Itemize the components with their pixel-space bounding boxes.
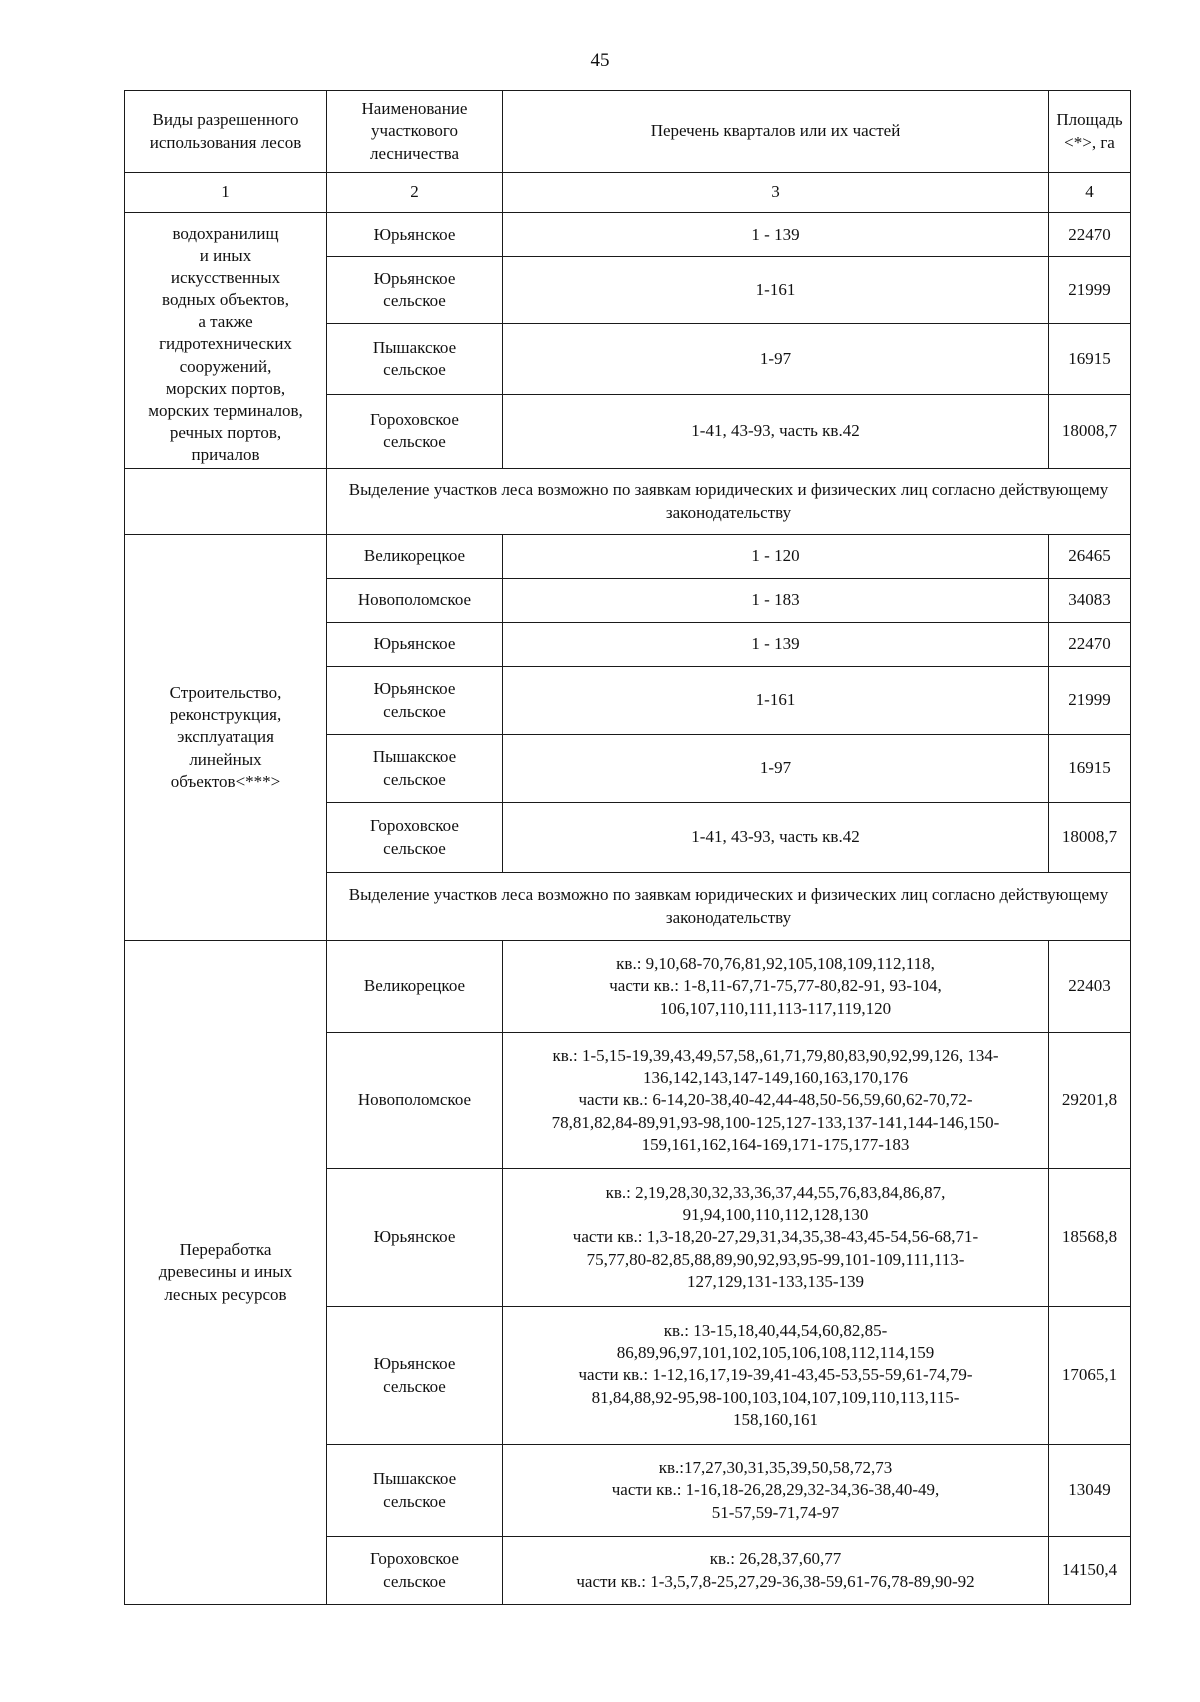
table-row: [125, 213, 1131, 257]
blocks-cell: 1 - 183: [503, 579, 1049, 623]
header-use-type: Виды разрешенного использования лесов: [125, 91, 327, 173]
column-number: 1: [125, 173, 327, 213]
area-cell: 29201,8: [1049, 1033, 1131, 1169]
area-cell: 21999: [1049, 667, 1131, 735]
forestry-cell: Пышакское сельское: [327, 735, 503, 803]
forestry-cell: Пышакское сельское: [327, 1445, 503, 1537]
forestry-cell: Новополомское: [327, 579, 503, 623]
area-cell: 17065,1: [1049, 1307, 1131, 1445]
blocks-cell: 1 - 139: [503, 213, 1049, 257]
area-cell: 26465: [1049, 535, 1131, 579]
header-blocks: Перечень кварталов или их частей: [503, 91, 1049, 173]
area-cell: 18008,7: [1049, 394, 1131, 468]
header-row: [125, 91, 1131, 173]
forestry-cell: Великорецкое: [327, 535, 503, 579]
forestry-cell: Гороховское сельское: [327, 1537, 503, 1605]
blocks-cell: 1-41, 43-93, часть кв.42: [503, 394, 1049, 468]
note-text: Выделение участков леса возможно по заявкам юридических и физических лиц согласно действующему законодательству: [327, 469, 1131, 535]
column-number: 3: [503, 173, 1049, 213]
forestry-cell: Великорецкое: [327, 941, 503, 1033]
forestry-cell: Гороховское сельское: [327, 803, 503, 873]
blocks-cell: кв.: 9,10,68-70,76,81,92,105,108,109,112,118, части кв.: 1-8,11-67,71-75,77-80,82-91, 93-104, 106,107,110,111,113-117,119,120: [503, 941, 1049, 1033]
blocks-cell: 1-97: [503, 324, 1049, 395]
column-number: 4: [1049, 173, 1131, 213]
forestry-cell: Пышакское сельское: [327, 324, 503, 395]
area-cell: 22470: [1049, 623, 1131, 667]
blocks-cell: 1-161: [503, 667, 1049, 735]
use-type-cell-continued: [125, 469, 327, 535]
use-type-cell: Переработка древесины и иных лесных ресурсов: [125, 941, 327, 1605]
forestry-cell: Гороховское сельское: [327, 394, 503, 468]
note-text: Выделение участков леса возможно по заявкам юридических и физических лиц согласно действующему законодательству: [327, 873, 1131, 941]
table-row: [125, 535, 1131, 579]
blocks-cell: 1-41, 43-93, часть кв.42: [503, 803, 1049, 873]
forestry-cell: Новополомское: [327, 1033, 503, 1169]
blocks-cell: кв.: 2,19,28,30,32,33,36,37,44,55,76,83,84,86,87, 91,94,100,110,112,128,130 части кв.: 1,3-18,20-27,29,31,34,35,38-43,45-54,56-68,71- 75,77,80-82,85,88,89,90,92,93,95-99,101-109,111,113- 127,129,131-133,135-139: [503, 1169, 1049, 1307]
column-number: 2: [327, 173, 503, 213]
forestry-cell: Юрьянское: [327, 1169, 503, 1307]
area-cell: 22470: [1049, 213, 1131, 257]
note-row: [125, 469, 1131, 535]
forestry-cell: Юрьянское сельское: [327, 667, 503, 735]
use-type-cell: водохранилищ и иных искусственных водных объектов, а также гидротехнических сооружений, морских портов, морских терминалов, речных портов, причалов: [125, 213, 327, 469]
area-cell: 21999: [1049, 257, 1131, 324]
area-cell: 14150,4: [1049, 1537, 1131, 1605]
area-cell: 18008,7: [1049, 803, 1131, 873]
area-cell: 16915: [1049, 324, 1131, 395]
forestry-cell: Юрьянское сельское: [327, 257, 503, 324]
blocks-cell: 1-97: [503, 735, 1049, 803]
blocks-cell: кв.:17,27,30,31,35,39,50,58,72,73 части кв.: 1-16,18-26,28,29,32-34,36-38,40-49, 51-57,59-71,74-97: [503, 1445, 1049, 1537]
use-type-cell: Строительство, реконструкция, эксплуатация линейных объектов<***>: [125, 535, 327, 941]
blocks-cell: 1 - 139: [503, 623, 1049, 667]
forestry-cell: Юрьянское сельское: [327, 1307, 503, 1445]
table-row: [125, 941, 1131, 1033]
page-number: 45: [590, 50, 610, 71]
blocks-cell: 1 - 120: [503, 535, 1049, 579]
blocks-cell: кв.: 26,28,37,60,77 части кв.: 1-3,5,7,8-25,27,29-36,38-59,61-76,78-89,90-92: [503, 1537, 1049, 1605]
column-number-row: [125, 173, 1131, 213]
header-area: Площадь <*>, га: [1049, 91, 1131, 173]
blocks-cell: кв.: 1-5,15-19,39,43,49,57,58,,61,71,79,80,83,90,92,99,126, 134- 136,142,143,147-149,160,163,170,176 части кв.: 6-14,20-38,40-42,44-48,50-56,59,60,62-70,72- 78,81,82,84-89,91,93-98,100-125,127-133,137-141,144-146,150- 159,161,162,164-169,171-175,177-183: [503, 1033, 1049, 1169]
forestry-cell: Юрьянское: [327, 623, 503, 667]
blocks-cell: кв.: 13-15,18,40,44,54,60,82,85- 86,89,96,97,101,102,105,106,108,112,114,159 части кв.: 1-12,16,17,19-39,41-43,45-53,55-59,61-74,79- 81,84,88,92-95,98-100,103,104,107,109,110,113,115- 158,160,161: [503, 1307, 1049, 1445]
area-cell: 13049: [1049, 1445, 1131, 1537]
forestry-cell: Юрьянское: [327, 213, 503, 257]
area-cell: 34083: [1049, 579, 1131, 623]
blocks-cell: 1-161: [503, 257, 1049, 324]
area-cell: 22403: [1049, 941, 1131, 1033]
area-cell: 18568,8: [1049, 1169, 1131, 1307]
forest-use-table: [124, 90, 1131, 1605]
header-forestry: Наименование участкового лесничества: [327, 91, 503, 173]
area-cell: 16915: [1049, 735, 1131, 803]
